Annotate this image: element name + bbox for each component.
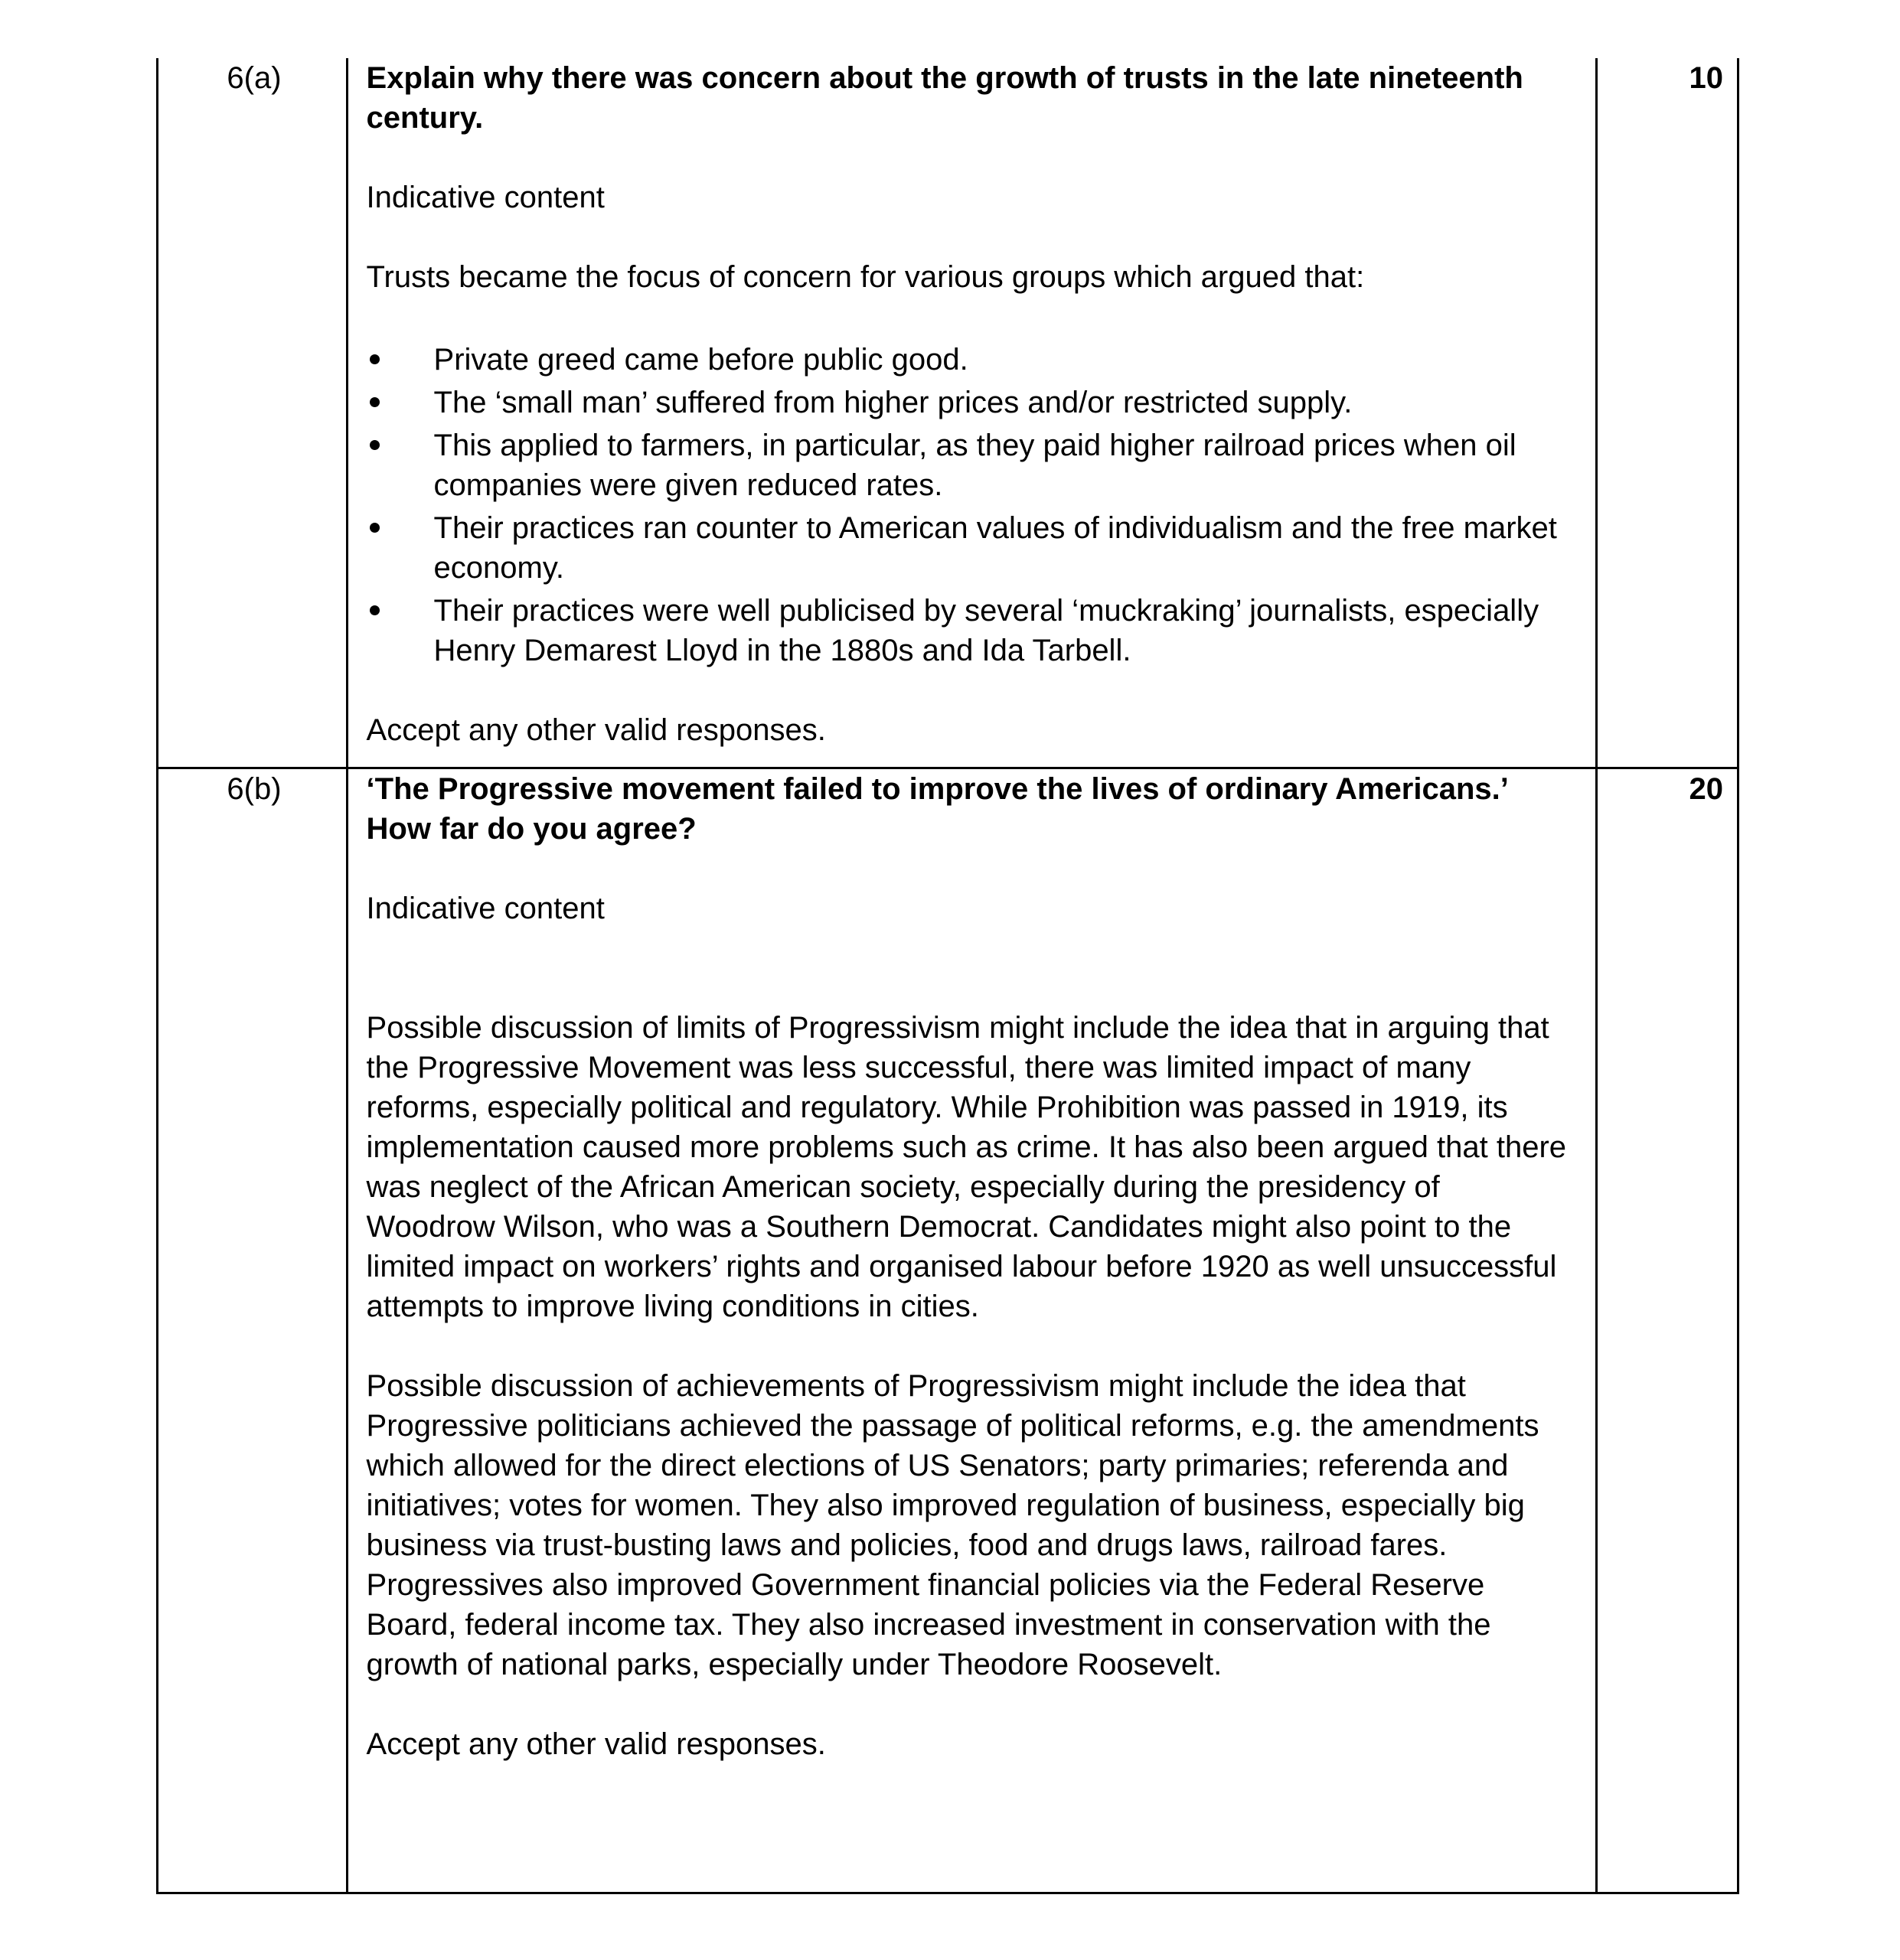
answer-cell <box>347 768 1596 1893</box>
list-item <box>367 508 1569 588</box>
bullet-text: Private greed came before public good. <box>433 343 968 377</box>
marks-value: 10 <box>1689 61 1723 95</box>
question-text: Explain why there was concern about the growth of trusts in the late nineteenth century. <box>366 61 1523 135</box>
bullet-text: The ‘small man’ suffered from higher prices and/or restricted supply. <box>433 386 1353 419</box>
bullet-icon <box>370 440 380 450</box>
marks-cell <box>1596 58 1738 768</box>
list-item <box>367 383 1569 422</box>
table-row <box>158 58 1738 768</box>
list-item <box>367 426 1569 505</box>
marks-cell <box>1596 768 1738 1893</box>
mark-scheme-table <box>156 58 1739 1894</box>
bullet-text: Their practices were well publicised by several ‘muckraking’ journalists, especially Henry Demarest Lloyd in the 1880s and Ida Tarbell. <box>433 594 1539 667</box>
bullet-icon <box>370 605 380 615</box>
indicative-content-heading: Indicative content <box>366 892 605 925</box>
marks-value: 20 <box>1689 772 1723 806</box>
list-item <box>367 340 1569 380</box>
bullet-text: Their practices ran counter to American values of individualism and the free market economy. <box>433 511 1557 585</box>
indicative-content-heading: Indicative content <box>366 181 605 214</box>
list-item <box>367 591 1569 670</box>
bullet-icon <box>370 523 380 533</box>
intro-text: Trusts became the focus of concern for various groups which argued that: <box>366 260 1365 294</box>
discussion-paragraph: Possible discussion of achievements of Progressivism might include the idea that Progressive politicians achieved the passage of political reforms, e.g. the amendments which allowed for the direct elections of US Senators; party primaries; referenda and initiatives; votes for women. They also improved regulation of business, especially big business via trust-busting laws and policies, food and drugs laws, railroad fares. Progressives also improved Government financial policies via the Federal Reserve Board, federal income tax. They also increased investment in conservation with the growth of national parks, especially under Theodore Roosevelt. <box>366 1369 1539 1681</box>
bullet-list <box>367 340 1569 670</box>
bullet-icon <box>370 354 380 364</box>
bullet-text: This applied to farmers, in particular, as they paid higher railroad prices when oil companies were given reduced rates. <box>433 429 1516 502</box>
answer-cell <box>347 58 1596 768</box>
question-number: 6(b) <box>227 772 282 806</box>
accept-note: Accept any other valid responses. <box>366 1727 826 1761</box>
question-text: ‘The Progressive movement failed to improve the lives of ordinary Americans.’ How far do you agree? <box>366 772 1507 846</box>
question-number-cell <box>158 58 348 768</box>
discussion-paragraph: Possible discussion of limits of Progressivism might include the idea that in arguing that the Progressive Movement was less successful, there was limited impact of many reforms, especially political and regulatory. While Prohibition was passed in 1919, its implementation caused more problems such as crime. It has also been argued that there was neglect of the African American society, especially during the presidency of Woodrow Wilson, who was a Southern Democrat. Candidates might also point to the limited impact on workers’ rights and organised labour before 1920 as well unsuccessful attempts to improve living conditions in cities. <box>366 1011 1567 1323</box>
bullet-icon <box>370 397 380 407</box>
question-number-cell <box>158 768 348 1893</box>
accept-note: Accept any other valid responses. <box>366 713 826 747</box>
question-number: 6(a) <box>227 61 282 95</box>
table-row <box>158 768 1738 1893</box>
